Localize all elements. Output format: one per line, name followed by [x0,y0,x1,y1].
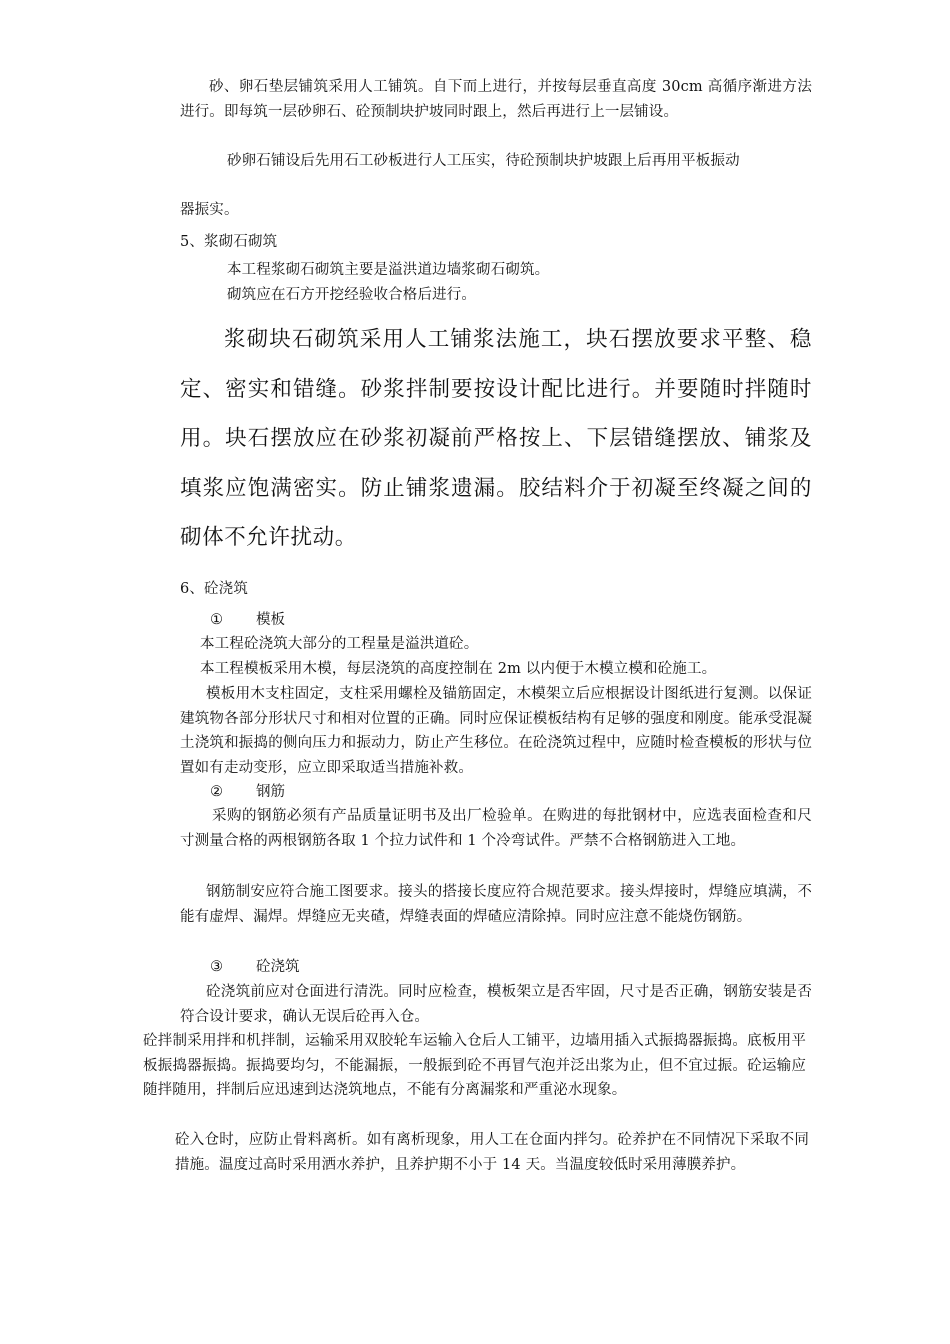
paragraph-rebar-procurement: 采购的钢筋必须有产品质量证明书及出厂检验单。在购进的每批钢材中，应选表面检查和尺寸测量合格的两根钢筋各取 1 个拉力试件和 1 个冷弯试件。严禁不合格钢筋进入工地。 [180,808,812,849]
section-title-pouring: 砼浇筑 [256,959,300,975]
paragraph-rebar-installation: 钢筋制安应符合施工图要求。接头的搭接长度应符合规范要求。接头焊接时，焊缝应填满，不能有虚焊、漏焊。焊缝应无夹碴，焊缝表面的焊碴应清除掉。同时应注意不能烧伤钢筋。 [180,884,812,925]
section-number-3: ③ [210,959,223,975]
heading-concrete: 6、砼浇筑 [180,581,248,597]
paragraph-compaction: 砂卵石铺设后先用石工砂板进行人工压实，待砼预制块护坡跟上后再用平板振动 [227,153,740,169]
paragraph-gravel-layer: 砂、卵石垫层铺筑采用人工铺筑。自下而上进行，并按每层垂直高度 30cm 高循序渐进方法进行。即每筑一层砂卵石、砼预制块护坡同时跟上，然后再进行上一层铺设。 [180,79,812,120]
paragraph-formwork-type: 本工程模板采用木模，每层浇筑的高度控制在 2m 以内便于木模立模和砼施工。 [200,661,717,677]
paragraph-curing: 砼入仓时，应防止骨料离析。如有离析现象，用人工在仓面内拌匀。砼养护在不同情况下采取不同措施。温度过高时采用洒水养护，且养护期不小于 14 天。当温度较低时采用薄膜养护。 [175,1132,809,1173]
section-number-2: ② [210,784,223,800]
paragraph-masonry-scope: 本工程浆砌石砌筑主要是溢洪道边墙浆砌石砌筑。 [227,262,550,278]
paragraph-mixing-vibration: 砼拌制采用拌和机拌制，运输采用双胶轮车运输入仓后人工铺平，边墙用插入式振捣器振捣。底板用平板振捣器振捣。振捣要均匀，不能漏振，一般振到砼不再冒气泡并泛出浆为止，但不宜过振。砼运输应随拌随用，拌制后应迅速到达浇筑地点，不能有分离漏浆和严重泌水现象。 [143,1033,806,1098]
section-number-1: ① [210,612,223,628]
section-title-formwork: 模板 [256,612,285,628]
paragraph-masonry-condition: 砌筑应在石方开挖经验收合格后进行。 [227,287,477,303]
paragraph-pre-pour-check: 砼浇筑前应对仓面进行清洗。同时应检查，模板架立是否牢固，尺寸是否正确，钢筋安装是否符合设计要求，确认无误后砼再入仓。 [180,984,812,1025]
paragraph-concrete-scope: 本工程砼浇筑大部分的工程量是溢洪道砼。 [200,636,479,652]
section-title-rebar: 钢筋 [256,784,285,800]
paragraph-compaction-end: 器振实。 [180,202,239,218]
paragraph-formwork-support: 模板用木支柱固定，支柱采用螺栓及锚筋固定，木模架立后应根据设计图纸进行复测。以保证建筑物各部分形状尺寸和相对位置的正确。同时应保证模板结构有足够的强度和刚度。能承受混凝土浇筑和振捣的侧向压力和振动力，防止产生移位。在砼浇筑过程中，应随时检查模板的形状与位置如有走动变形，应立即采取适当措施补救。 [180,686,812,776]
heading-masonry: 5、浆砌石砌筑 [180,234,278,250]
paragraph-masonry-method: 浆砌块石砌筑采用人工铺浆法施工，块石摆放要求平整、稳定、密实和错缝。砂浆拌制要按设计配比进行。并要随时拌随时用。块石摆放应在砂浆初凝前严格按上、下层错缝摆放、铺浆及填浆应饱满密实。防止铺浆遗漏。胶结料介于初凝至终凝之间的砌体不允许扰动。 [180,327,812,550]
